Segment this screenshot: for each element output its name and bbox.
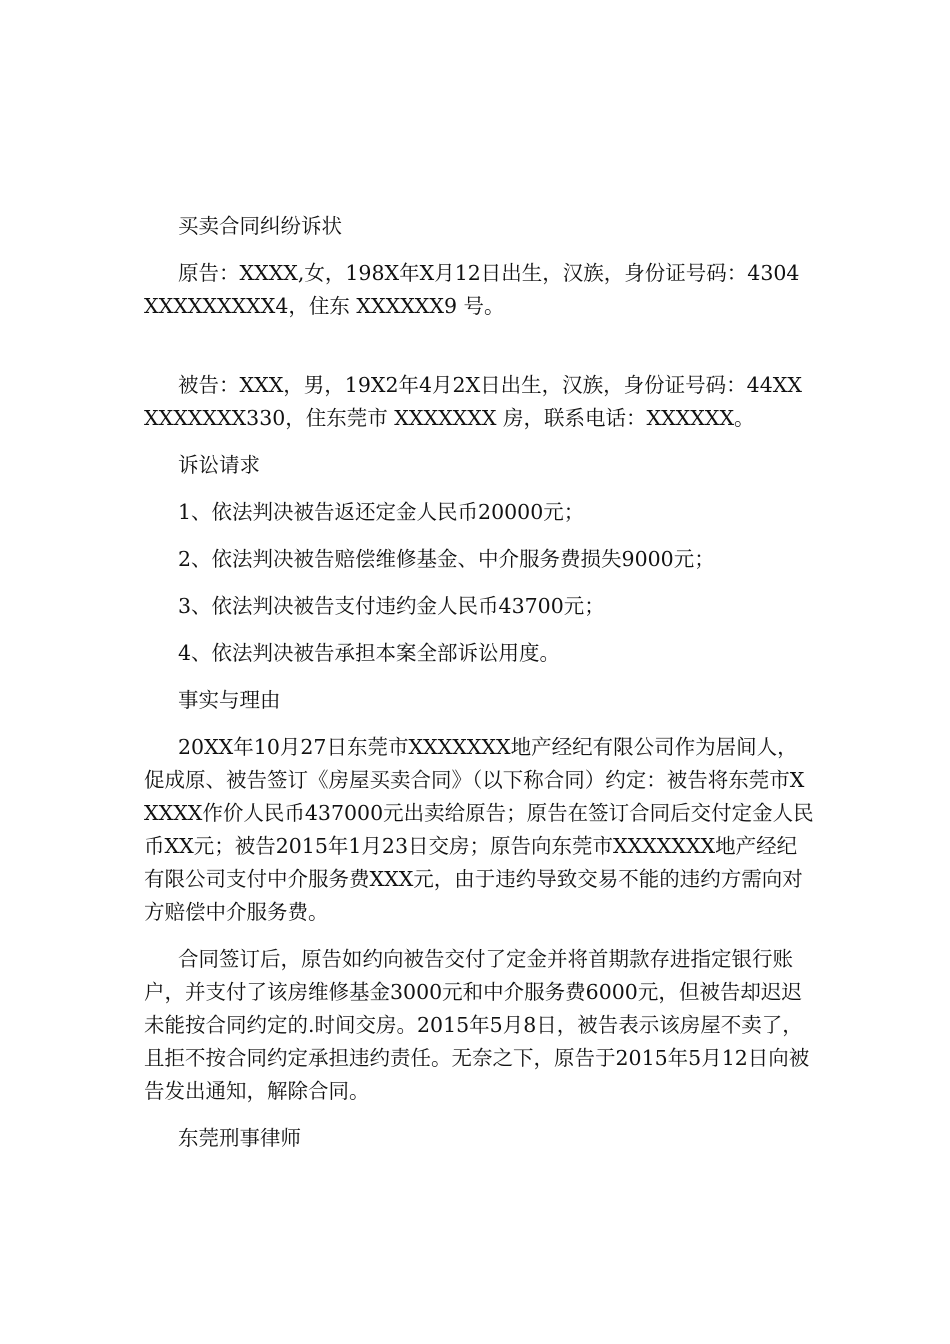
facts-paragraph-1: 20XX年10月27日东莞市XXXXXXX地产经纪有限公司作为居间人，促成原、被告签订《房屋买卖合同》（以下称合同）约定：被告将东莞市XXXXX作价人民币437000元出卖给原告；原告在签订合同后交付定金人民币XX元；被告2015年1月23日交房；原告向东莞市XXXXXXX地产经纪有限公司支付中介服务费XXX元，由于违约导致交易不能的违约方需向对方赔偿中介服务费。	[144, 735, 814, 924]
facts-heading: 事实与理由	[178, 688, 281, 712]
claims-heading: 诉讼请求	[178, 453, 260, 477]
document-body	[144, 210, 814, 1169]
defendant-paragraph: 被告：XXX，男，19X2年4月2X日出生，汉族，身份证号码：44XXXXXXXXX330，住东莞市 XXXXXXX 房，联系电话：XXXXXX。	[144, 373, 802, 430]
claim-item-3: 3、依法判决被告支付违约金人民币43700元；	[178, 594, 605, 618]
facts-paragraph-2: 合同签订后，原告如约向被告交付了定金并将首期款存进指定银行账户，并支付了该房维修基金3000元和中介服务费6000元，但被告却迟迟未能按合同约定的.时间交房。2015年5月8日，被告表示该房屋不卖了，且拒不按合同约定承担违约责任。无奈之下，原告于2015年5月12日向被告发出通知，解除合同。	[144, 947, 810, 1103]
plaintiff-paragraph: 原告：XXXX,女，198X年X月12日出生，汉族，身份证号码：4304XXXXXXXXX4，住东 XXXXXX9 号。	[144, 261, 800, 318]
claim-item-1: 1、依法判决被告返还定金人民币20000元；	[178, 500, 585, 524]
claim-item-4: 4、依法判决被告承担本案全部诉讼用度。	[178, 641, 561, 665]
claim-item-2: 2、依法判决被告赔偿维修基金、中介服务费损失9000元；	[178, 547, 715, 571]
footer-signature: 东莞刑事律师	[178, 1126, 301, 1150]
document-title: 买卖合同纠纷诉状	[178, 214, 342, 238]
